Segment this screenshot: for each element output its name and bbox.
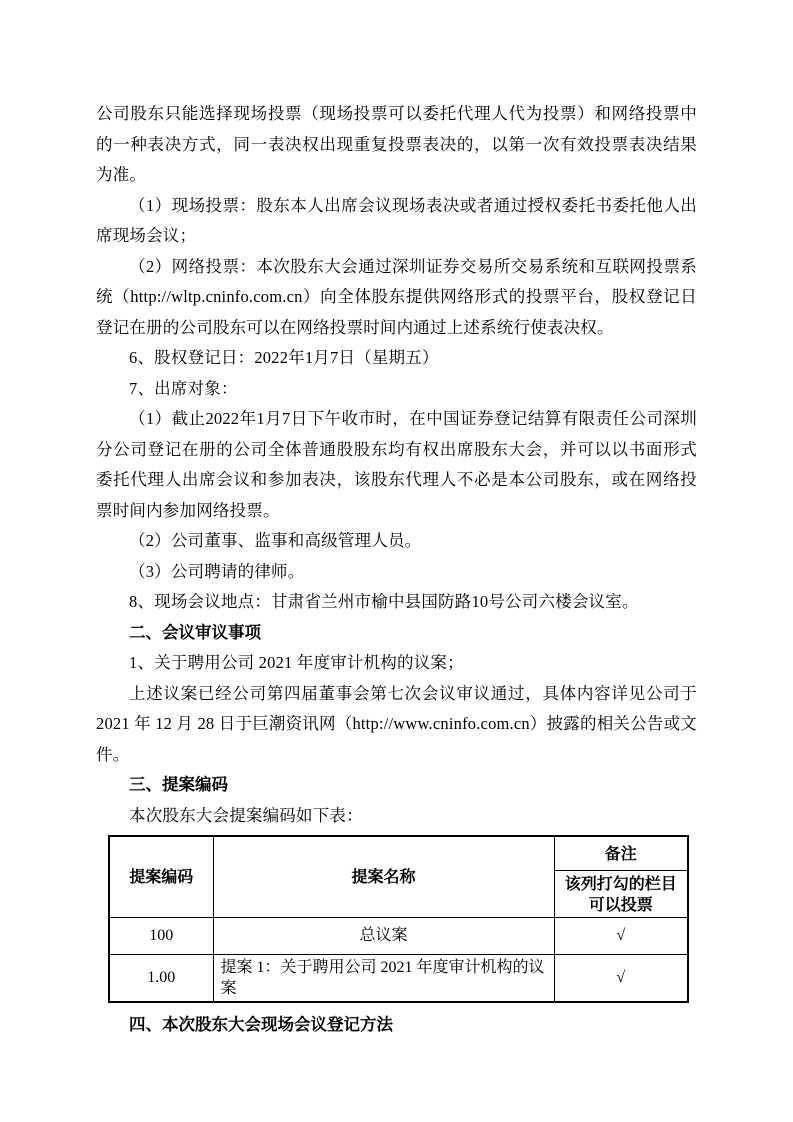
document-content xyxy=(96,99,697,1041)
table-row xyxy=(109,954,688,1002)
table-header-row xyxy=(109,836,688,870)
section-heading-registration-method: 四、本次股东大会现场会议登记方法 xyxy=(129,1015,393,1034)
paragraph: 7、出席对象： xyxy=(129,378,238,398)
paragraph: （2）公司董事、监事和高级管理人员。 xyxy=(129,531,422,550)
paragraph: （2）网络投票：本次股东大会通过深圳证券交易所交易系统和互联网投票系统（http://wltp.cninfo.com.cn）向全体股东提供网络形式的投票平台，股权登记日登记在册的公司股东可以在网络投票时间内通过上述系统行使表决权。 xyxy=(96,256,697,337)
paragraph: （3）公司聘请的律师。 xyxy=(129,561,305,581)
table-header-proposal-name: 提案名称 xyxy=(213,836,554,917)
cell-proposal-code: 1.00 xyxy=(109,954,213,1002)
paragraph: 8、现场会议地点：甘肃省兰州市榆中县国防路10号公司六楼会议室。 xyxy=(129,592,639,611)
table-header-proposal-code: 提案编码 xyxy=(109,836,213,917)
table-header-remark-note: 该列打勾的栏目可以投票 xyxy=(554,870,688,917)
table-row xyxy=(109,917,688,954)
cell-proposal-name: 总议案 xyxy=(213,917,554,954)
cell-remark-checkmark: √ xyxy=(554,954,688,1002)
table-header-remark: 备注 xyxy=(554,836,688,870)
paragraph: 1、关于聘用公司 2021 年度审计机构的议案； xyxy=(129,653,464,672)
paragraph: （1）截止2022年1月7日下午收市时，在中国证券登记结算有限责任公司深圳分公司登记在册的公司全体普通股股东均有权出席股东大会，并可以以书面形式委托代理人出席会议和参加表决，该股东代理人不必是本公司股东，或在网络投票时间内参加网络投票。 xyxy=(96,409,697,520)
section-heading-proposal-code: 三、提案编码 xyxy=(129,775,228,794)
paragraph: 6、股权登记日：2022年1月7日（星期五） xyxy=(129,348,439,367)
proposal-table xyxy=(108,835,689,1003)
cell-remark-checkmark: √ xyxy=(554,917,688,954)
cell-proposal-name: 提案 1：关于聘用公司 2021 年度审计机构的议案 xyxy=(213,954,554,1002)
paragraph: （1）现场投票：股东本人出席会议现场表决或者通过授权委托书委托他人出席现场会议； xyxy=(96,195,697,245)
cell-proposal-code: 100 xyxy=(109,917,213,954)
paragraph: 本次股东大会提案编码如下表： xyxy=(129,805,363,825)
paragraph: 上述议案已经公司第四届董事会第七次会议审议通过，具体内容详见公司于 2021 年 12 月 28 日于巨潮资讯网（http://www.cninfo.com.cn）披露的相关公告或文件。 xyxy=(96,683,697,764)
paragraph: 公司股东只能选择现场投票（现场投票可以委托代理人代为投票）和网络投票中的一种表决方式，同一表决权出现重复投票表决的，以第一次有效投票表决结果为准。 xyxy=(96,104,697,184)
section-heading-review-items: 二、会议审议事项 xyxy=(129,622,261,642)
